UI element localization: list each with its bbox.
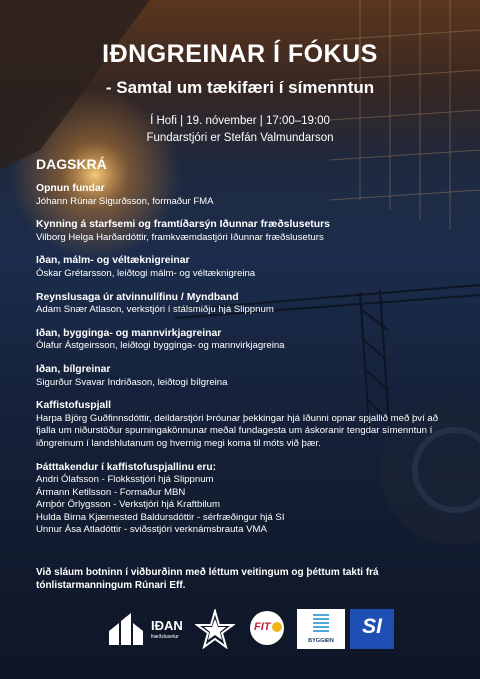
agenda-item-title: Opnun fundar: [36, 183, 105, 194]
agenda-item: [36, 292, 448, 317]
event-title: IÐNGREINAR Í FÓKUS: [102, 40, 378, 68]
agenda-item-title: Iðan, bygginga- og mannvirkjagreinar: [36, 327, 222, 339]
agenda-item-title: Kynning á starfsemi og framtíðarsýn Iðunnar fræðsluseturs: [36, 219, 330, 231]
panel-title: Þátttakendur í kaffistofuspjallinu eru:: [36, 461, 217, 473]
agenda-item-title: Iðan, málm- og véltæknigreinar: [36, 255, 190, 267]
byggidn-mark-icon: [297, 609, 345, 637]
fit-dot-icon: [272, 622, 282, 632]
panel-member: Unnur Ása Atladóttir - sviðsstjóri verknámsbrauta VMA: [36, 524, 267, 536]
panel-member: Hulda Birna Kjærnested Baldursdóttir - sérfræðingur hjá SI: [36, 511, 285, 523]
byggidn-name: BYGGIÐN: [308, 638, 334, 644]
star-mark-icon: [195, 609, 235, 649]
fit-logo: [248, 609, 292, 649]
agenda-item-title: Iðan, bílgreinar: [36, 363, 111, 375]
closing-note: Við sláum botninn í viðburðinn með léttum veitingum og þéttum takti frá tónlistarmanningum Rúnari Eff.: [36, 567, 379, 591]
agenda-heading: DAGSKRÁ: [36, 156, 107, 172]
idan-name: IÐAN: [151, 618, 183, 633]
agenda-item-desc: Sigurður Svavar Indriðason, leiðtogi bílgreina: [36, 376, 228, 388]
idan-logo: [105, 609, 183, 649]
agenda-item-title: Reynslusaga úr atvinnulífinu / Myndband: [36, 291, 239, 303]
si-logo: [350, 609, 394, 649]
si-name: SI: [362, 615, 382, 638]
idan-sub: fræðslusetur: [151, 634, 179, 640]
agenda-item-desc: Harpa Björg Guðfinnsdóttir, deildarstjóri Þróunar þekkingar hjá Iðunni opnar spjallið með því að fjalla um niðurstöður spurningakönnunar meðal fundagesta um áskoranir tengdar símenntun í iðngreinum í landshlutanum og hvernig megi koma til móts við þær.: [36, 412, 439, 449]
agenda-item-desc: Vilborg Helga Harðardóttir, framkvæmdastjóri Iðunnar fræðsluseturs: [36, 231, 324, 243]
agenda-item: [36, 219, 448, 244]
agenda-item: [36, 255, 448, 280]
panel-member: Ármann Ketilsson - Formaður MBN: [36, 486, 186, 498]
agenda-item-desc: Adam Snær Atlason, verkstjóri í stálsmiðju hjá Slippnum: [36, 304, 274, 316]
agenda-item: [36, 400, 448, 450]
agenda-list: [36, 183, 448, 548]
sponsor-logos: [100, 609, 400, 651]
agenda-item-desc: Ólafur Ástgeirsson, leiðtogi bygginga- og mannvirkjagreina: [36, 340, 285, 352]
moderator-line: Fundarstjóri er Stefán Valmundarson: [146, 132, 334, 144]
agenda-item-desc: Jóhann Rúnar Sigurðsson, formaður FMA: [36, 195, 214, 207]
panel-section: [36, 462, 448, 538]
byggidn-logo: [297, 609, 345, 649]
event-subtitle: - Samtal um tækifæri í símenntun: [105, 78, 375, 97]
agenda-item: [36, 328, 448, 353]
agenda-item-title: Kaffistofuspjall: [36, 400, 112, 412]
event-meta: [0, 113, 480, 147]
panel-member: Arnþór Örlygsson - Verkstjóri hjá Kraftbilum: [36, 499, 220, 511]
venue-date-time: Í Hofi | 19. nóvember | 17:00–19:00: [150, 115, 330, 127]
star-logo: [195, 609, 235, 649]
panel-member: Andri Ólafsson - Flokksstjóri hjá Slippnum: [36, 474, 214, 486]
fit-name: FIT: [254, 621, 271, 633]
agenda-item: [36, 183, 448, 208]
agenda-item: [36, 364, 448, 389]
idan-mark-icon: [105, 609, 147, 649]
agenda-item-desc: Óskar Grétarsson, leiðtogi málm- og véltæknigreina: [36, 267, 256, 279]
